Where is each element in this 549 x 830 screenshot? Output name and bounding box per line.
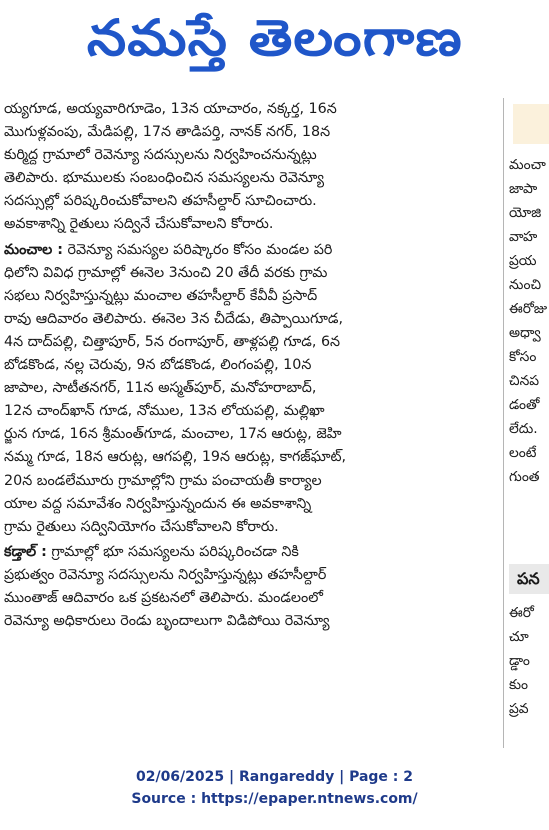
adjacent-line: చూ <box>509 629 529 645</box>
adjacent-line: నుంచి <box>509 277 542 293</box>
adjacent-line: డ్డాం <box>509 653 530 669</box>
adjacent-line: గుంత <box>509 469 540 485</box>
adjacent-line: డంతో <box>509 397 540 413</box>
manchala-dateline: మంచాల : <box>4 241 63 258</box>
article-paragraph-kadthal <box>4 541 504 633</box>
article-paragraph-intro: య్యగూడ, అయ్యవారిగూడెం, 13న యాచారం, నక్కర్త, 16న మొగుళ్లవంపు, మేడిపల్లి, 17న తాడిపర్తి, నానక్ నగర్, 18న కుర్మిద్ద గ్రామాలో రెవెన్యూ సదస్సులను నిర్వహించనున్నట్లు తెలిపారు. భూములకు సంబంధించిన సమస్యలను రెవెన్యూ సదస్సుల్లో పరిష్కరించుకోవాలని తహసీల్దార్ సూచించారు. అవకాశాన్ని రైతులు సద్వినే చేసుకోవాలని కోరారు. <box>4 101 337 233</box>
adjacent-line: మంచా <box>509 157 546 173</box>
adjacent-line: లంటే <box>509 445 537 461</box>
newspaper-masthead <box>0 0 549 88</box>
adjacent-line: ఈరో <box>509 605 534 621</box>
adjacent-line: ప్రయ <box>509 253 537 269</box>
adjacent-line: కుం <box>509 677 528 693</box>
adjacent-line: జాపా <box>509 181 538 197</box>
article-body <box>4 98 504 748</box>
adjacent-heading: పన <box>509 564 549 594</box>
source-link[interactable]: Source : https://epaper.ntnews.com/ <box>131 791 418 807</box>
newspaper-logo: నమస్తే తెలంగాణ <box>86 8 463 67</box>
adjacent-article-column <box>509 98 549 748</box>
adjacent-line: కోసం <box>509 349 537 365</box>
adjacent-line: వాహ <box>509 229 538 245</box>
adjacent-line: అధ్వా <box>509 325 541 341</box>
adjacent-line: ఈరోజు <box>509 301 548 317</box>
adjacent-line: లేదు. <box>509 421 538 437</box>
adjacent-line: చినప <box>509 373 540 389</box>
kadthal-body: గ్రామాల్లో భూ సమస్యలను పరిష్కరించడా నికి ప్రభుత్వం రెవెన్యూ సదస్సులను నిర్వహిస్తున్నట్లు తహసీల్దార్ ముంతాజ్ ఆదివారం ఒక ప్రకటనలో తెలిపారు. మండలంలో రెవెన్యూ అధికారులు రెండు బృందాలుగా విడిపోయి రెవెన్యూ <box>4 543 330 630</box>
edition-info: 02/06/2025 | Rangareddy | Page : 2 <box>135 769 414 785</box>
manchala-body: రెవెన్యూ సమస్యల పరిష్కారం కోసం మండల పరి ధిలోని వివిధ గ్రామాల్లో ఈనెల 3నుంచి 20 తేదీ వరకు గ్రామ సభలు నిర్వహిస్తున్నట్లు మంచాల తహసీల్దార్ కేవీవీ ప్రసాద్ రావు ఆదివారం తెలిపారు. ఈనెల 3న చీదేడు, తిప్పాయిగూడ, 4న దాద్‌పల్లి, చిత్తాపూర్, 5న రంగాపూర్, తాళ్లపల్లి గూడ, 6న బోడకొండ, నల్ల చెరువు, 9న బోడకొండ, లింగంపల్లి, 10న జాపాల, సాటీతనగర్, 11న అస్మత్‌పూర్, మనోహరాబాద్, 12న చాంద్‌ఖాన్ గూడ, నోముల, 13న లోయపల్లి, మల్లిఖా ర్జున గూడ, 16న శ్రీమంత్‌గూడ, మంచాల, 17న ఆరుట్ల, జెహి నమ్మ గూడ, 18న ఆరుట్ల, ఆగపల్లి, 19న ఆరుట్ల, కాగజ్‌ఘాట్, 20న బండలేమూరు గ్రామాల్లోని గ్రామ పంచాయతీ కార్యాల యాల వద్ద సమావేశం నిర్వహిస్తున్నందున ఈ అవకాశాన్ని గ్రామ రైతులు సద్వినియోగం చేసుకోవాలని కోరారు. <box>4 241 347 535</box>
article-paragraph-manchala <box>4 239 504 539</box>
kadthal-dateline: కడ్తాల్ : <box>4 543 47 560</box>
shaded-box <box>513 104 549 144</box>
adjacent-line: యోజి <box>509 205 542 221</box>
page-footer <box>0 766 549 810</box>
adjacent-line: ప్రవ <box>509 701 529 717</box>
column-divider <box>503 98 504 748</box>
